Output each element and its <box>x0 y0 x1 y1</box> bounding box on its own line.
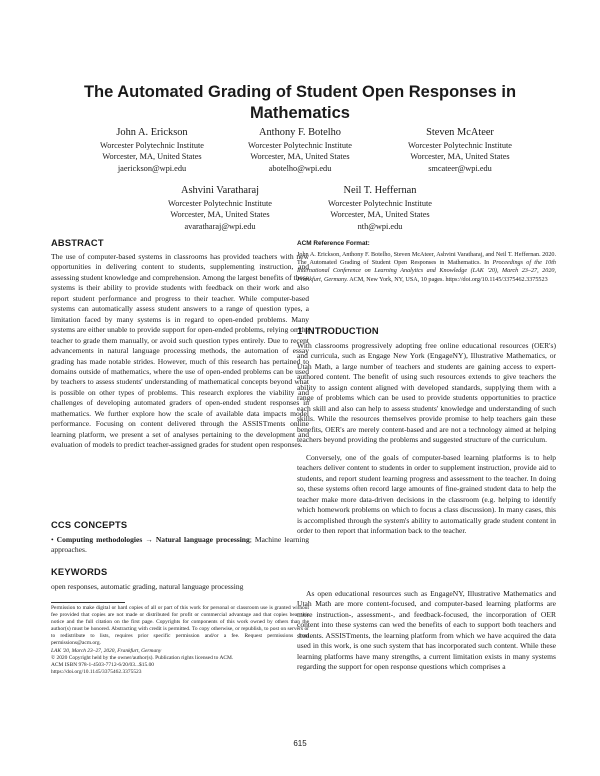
author-affiliation: Worcester Polytechnic Institute <box>100 140 204 150</box>
permission-text: Permission to make digital or hard copies of all or part of this work for personal or classroom use is granted without fee provided that copies are not made or distributed for profit or commercial advantage and that copies bear this notice and the full citation on the first page. Copyrights for components of this work owned by others than the author(s) must be honored. Abstracting with credit is permitted. To copy otherwise, or republish, to post on servers or to redistribute to lists, requires prior specific permission and/or a fee. Request permissions from permissions@acm.org. <box>51 605 309 647</box>
page-number: 615 <box>293 739 307 748</box>
ccs-bullet: • <box>51 535 54 544</box>
author-location: Worcester, MA, United States <box>250 152 350 162</box>
author-location: Worcester, MA, United States <box>170 210 270 220</box>
author-affiliation: Worcester Polytechnic Institute <box>248 140 352 150</box>
author-block <box>82 126 222 174</box>
ccs-secondary: ; Machine learning approaches. <box>51 535 310 555</box>
reference-authors-title: John A. Erickson, Anthony F. Botelho, Steven McAteer, Ashvini Varatharaj, and Neil T. Heffernan. 2020. The Automated Grading of Student Open Responses in Mathematics. In <box>297 252 556 267</box>
keywords-heading: KEYWORDS <box>51 567 108 577</box>
abstract-text: The use of computer-based systems in classrooms has provided teachers with new opportunities in delivering content to students, supplementing instruction, and assessing student knowledge and comprehension. Among the largest benefits of these systems is their ability to provide students with feedback on their work and also report student performance and progress to their teacher. While computer-based systems can automatically assess student answers to a range of question types, a limitation faced by many systems is in regard to open-ended problems. Many systems are either unable to provide support for open-ended problems, relying on the teacher to grade them manually, or avoid such question types entirely. Due to recent advancements in natural language processing methods, the automation of essay grading has made notable strides. However, much of this research has pertained to domains outside of mathematics, where the use of open-ended problems can be used by teachers to assess students' understanding of mathematical concepts beyond what is possible on other types of problems. This research explores the viability and challenges of developing automated graders of open-ended student responses in mathematics. We further explore how the scale of available data impacts model performance. Focusing on content delivered through the ASSISTments online learning platform, we present a set of analyses pertaining to the development and evaluation of models to predict teacher-assigned grades for student open responses. <box>51 252 309 450</box>
acm-reference-heading: ACM Reference Format: <box>297 240 370 247</box>
author-affiliation: Worcester Polytechnic Institute <box>168 198 272 208</box>
isbn-line: ACM ISBN 978-1-4503-7712-6/20/03...$15.00 <box>51 661 155 668</box>
author-email: jaerickson@wpi.edu <box>117 163 187 173</box>
author-name: Anthony F. Botelho <box>258 127 341 138</box>
author-location: Worcester, MA, United States <box>330 210 430 220</box>
conference-line: LAK '20, March 23–27, 2020, Frankfurt, Germany <box>51 647 162 654</box>
intro-paragraph-1: With classrooms progressively adopting free online educational resources (OER's) and curricula, such as Engage New York (EngageNY), Illustrative Mathematics, or Utah Math, a large number of teachers and students are gaining access to expert-authored content. The benefit of using such resources extends to give teachers the ability to assign content aligned with developed standards, supplying them with a range of problems which can be used to provide students opportunities to practice each skill and also can help to assess students' knowledge and understanding of such skills. While the resources themselves provide promise to help teachers gain these benefits, OER's are merely content-based and are not a technology aimed at helping teachers beyond providing the problems and suggested structure of the curriculum. <box>297 341 556 445</box>
ccs-concepts <box>51 535 309 556</box>
author-affiliation: Worcester Polytechnic Institute <box>328 198 432 208</box>
intro-paragraph-3: As open educational resources such as EngageNY, Illustrative Mathematics and Utah Math are more content-focused, and computer-based learning platforms are more instruction-, assessment-, and feedback-focused, the incorporation of OER content into these systems can wed the benefits of each to support both teachers and students. ASSISTments, the learning platform from which we have acquired the data used in this work, is one such system that has incorporated such content. While these learning platforms have many strengths, a current limitation exists in many systems regarding the support for open response questions which comprises a <box>297 589 556 672</box>
author-name: John A. Erickson <box>116 127 188 138</box>
copyright-line: © 2020 Copyright held by the owner/author(s). Publication rights licensed to ACM. <box>51 654 234 661</box>
ccs-heading: CCS CONCEPTS <box>51 520 128 530</box>
permission-notice <box>51 605 309 676</box>
author-email: smcateer@wpi.edu <box>428 163 492 173</box>
footnote-rule <box>51 602 125 603</box>
intro-paragraph-2: Conversely, one of the goals of computer-based learning platforms is to help teachers deliver content to students in order to supplement instruction, provide aid to students, and report student learning progress and assessment to the teacher. In doing so, these systems often record large amounts of fine-grained student data to help the teacher make more data-driven decisions in the classroom (e.g. helping to identify which homework problems on which to focus a class discussion). In many cases, this is accomplished through the system's ability to automatically grade student content in order to then report that information back to the teacher. <box>297 453 556 536</box>
author-name: Ashvini Varatharaj <box>180 185 259 196</box>
author-name: Steven McAteer <box>426 127 494 138</box>
paper-title: The Automated Grading of Student Open Responses in Mathematics <box>83 83 517 122</box>
author-block <box>310 184 450 232</box>
author-email: avaratharaj@wpi.edu <box>184 221 256 231</box>
introduction-heading: 1 INTRODUCTION <box>297 326 379 336</box>
author-block <box>390 126 530 174</box>
author-email: abotelho@wpi.edu <box>268 163 332 173</box>
doi-line: https://doi.org/10.1145/3375462.3375523 <box>51 668 142 675</box>
ccs-primary: Computing methodologies → Natural language processing <box>56 535 250 544</box>
keywords-text: open responses, automatic grading, natural language processing <box>51 582 244 591</box>
author-name: Neil T. Heffernan <box>343 185 417 196</box>
author-affiliation: Worcester Polytechnic Institute <box>408 140 512 150</box>
author-block <box>150 184 290 232</box>
reference-publisher: ACM, New York, NY, USA, 10 pages. https://doi.org/10.1145/3375462.3375523 <box>348 276 548 283</box>
reference-venue: Proceedings of the 10th International Conference on Learning Analytics and Knowledge (LAK '20), March 23–27, 2020, Frankfurt, Germany. <box>297 260 556 283</box>
author-location: Worcester, MA, United States <box>410 152 510 162</box>
abstract-heading: ABSTRACT <box>51 238 104 248</box>
author-email: nth@wpi.edu <box>357 221 403 231</box>
acm-reference-text <box>297 251 556 284</box>
author-location: Worcester, MA, United States <box>102 152 202 162</box>
author-block <box>230 126 370 174</box>
